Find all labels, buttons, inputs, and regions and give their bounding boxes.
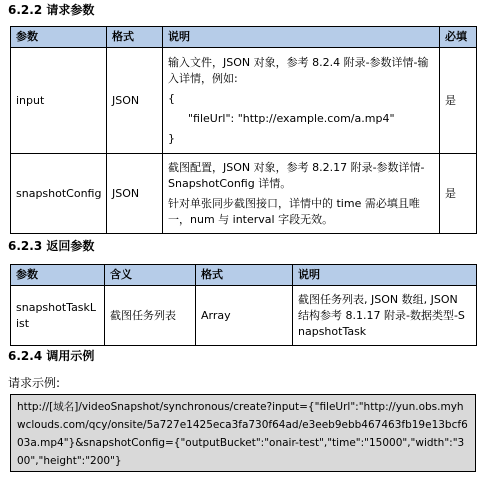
header-param: 参数 [11, 27, 107, 48]
section-title-response-params: 6.2.3 返回参数 [8, 239, 95, 253]
request-example-label: 请求示例: [8, 376, 61, 390]
request-example-code: http://[域名]/videoSnapshot/synchronous/create?input={"fileUrl":"http://yun.obs.myhwclouds.com/qcy/onsite/5a727e1425eca3fa730f64ad/e3eeb9ebb467463fb19e13bcf603a.mp4"}&snapshotConfig={"outputBucket":"onair-test","time":"15000","width":"300","height":"200"} [10, 394, 476, 472]
meaning-cell: 截图任务列表 [105, 286, 196, 346]
required-cell: 是 [440, 154, 477, 234]
header-required: 必填 [440, 27, 477, 48]
param-cell: snapshotConfig [11, 154, 107, 234]
header-meaning: 含义 [105, 265, 196, 286]
description-note: 针对单张同步截图接口，详情中的 time 需必填且唯一，num 与 interval 字段无效。 [168, 196, 420, 226]
code-brace-close: } [168, 131, 175, 145]
table-header-row [11, 27, 477, 48]
header-description: 说明 [163, 27, 440, 48]
description-cell: 截图任务列表, JSON 数组, JSON 结构参考 8.1.17 附录-数据类型-SnapshotTask [293, 286, 477, 346]
header-description: 说明 [293, 265, 477, 286]
format-cell: JSON [107, 154, 163, 234]
table-header-row [11, 265, 477, 286]
description-text: 输入文件，JSON 对象，参考 8.2.4 附录-参数详情-输入详情，例如: [168, 55, 429, 85]
description-text: 截图配置，JSON 对象，参考 8.2.17 附录-参数详情-SnapshotConfig 详情。 [168, 160, 425, 190]
format-cell: Array [196, 286, 293, 346]
code-brace-open: { [168, 91, 175, 105]
format-cell: JSON [107, 48, 163, 154]
param-cell: input [11, 48, 107, 154]
code-example-line: "fileUrl": "http://example.com/a.mp4" [188, 111, 395, 125]
section-title-call-example: 6.2.4 调用示例 [8, 349, 95, 363]
header-format: 格式 [196, 265, 293, 286]
table-row [11, 48, 477, 154]
header-param: 参数 [11, 265, 105, 286]
param-cell: snapshotTaskList [11, 286, 105, 346]
table-row [11, 286, 477, 346]
header-format: 格式 [107, 27, 163, 48]
section-title-request-params: 6.2.2 请求参数 [8, 3, 95, 17]
required-cell: 是 [440, 48, 477, 154]
response-params-table [10, 264, 477, 346]
table-row [11, 154, 477, 234]
description-cell [163, 154, 440, 234]
description-cell [163, 48, 440, 154]
request-params-table [10, 26, 477, 234]
